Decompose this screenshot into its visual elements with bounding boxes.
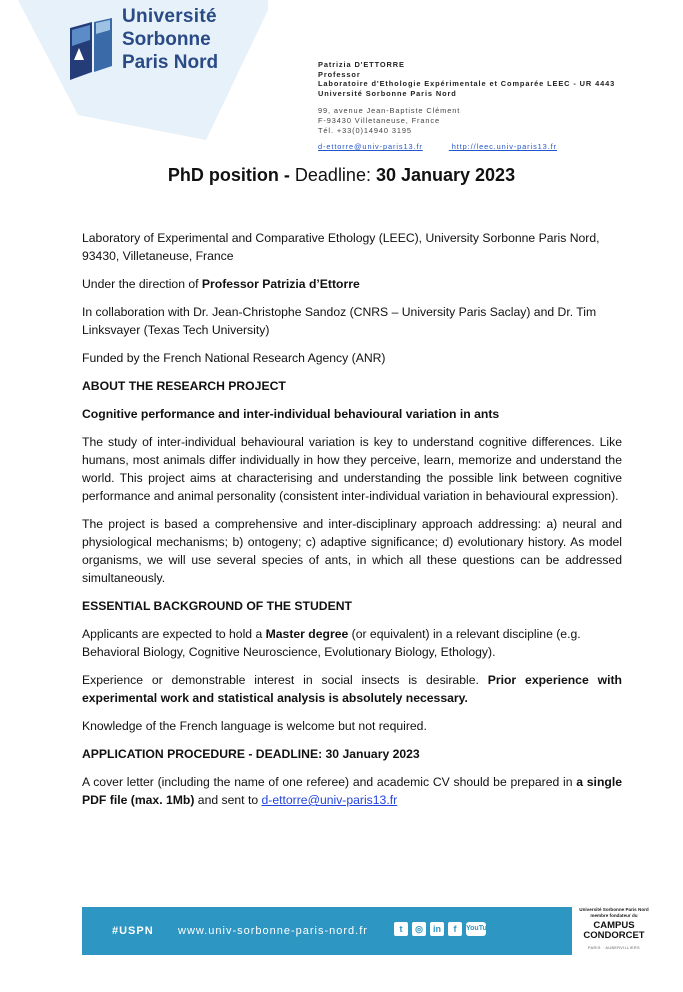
campus-subtitle: PARIS · AUBERVILLIERS: [587, 946, 641, 950]
background-paragraph-1: [82, 625, 622, 661]
application-paragraph: [82, 773, 622, 809]
direction-prefix: Under the direction of: [82, 277, 202, 291]
facebook-icon[interactable]: f: [448, 922, 462, 936]
background-paragraph-3: Knowledge of the French language is welcome but not required.: [82, 719, 427, 733]
contact-university: Université Sorbonne Paris Nord: [318, 88, 457, 98]
app-text-c: and sent to: [194, 793, 262, 807]
title-deadline: 30 January 2023: [375, 165, 516, 185]
contact-name: Patrizia D'ETTORRE: [318, 60, 405, 69]
footer-banner: [82, 907, 649, 955]
direction-paragraph: [82, 275, 622, 293]
bg-p1-text-c: (or equivalent) in a relevant discipline (e.g. Behavioral Biology, Cognitive Neuroscience, Evolutionary Biology, Ethology).: [82, 627, 581, 659]
youtube-icon[interactable]: YouTube: [466, 922, 486, 936]
address-street: 99, avenue Jean-Baptiste Clément: [318, 106, 461, 116]
contact-block: [318, 60, 615, 152]
social-icons: [394, 922, 495, 936]
university-name-line2: Sorbonne: [122, 29, 211, 50]
lab-paragraph: Laboratory of Experimental and Comparative Ethology (LEEC), University Sorbonne Paris Nord, 93430, Villetaneuse, France: [82, 231, 600, 263]
project-paragraph-2: The project is based a comprehensive and inter-disciplinary approach addressing: a) neural and physiological mechanisms; b) ontogeny; c) adaptive significance; d) evolutionary history. As model organisms, we will use several species of ants, in which all these questions can be addressed simultaneously.: [82, 517, 622, 585]
twitter-icon[interactable]: t: [394, 922, 408, 936]
collaboration-paragraph: In collaboration with Dr. Jean-Christophe Sandoz (CNRS – University Paris Saclay) and Dr. Tim Linksvayer (Texas Tech University): [82, 305, 597, 337]
contact-links: [318, 142, 615, 152]
app-file-requirement: a single PDF file (max. 1Mb): [82, 775, 622, 807]
contact-role: Professor: [318, 69, 361, 79]
bg-p1-master-degree: Master degree: [265, 627, 349, 641]
campus-name-line2: CONDORCET: [583, 930, 645, 941]
about-heading: ABOUT THE RESEARCH PROJECT: [82, 379, 286, 393]
contact-address: [318, 106, 615, 135]
campus-name: [578, 921, 650, 941]
campus-name-line1: CAMPUS: [593, 920, 635, 931]
campus-caption: Université Sorbonne Paris Nord membre fondateur du: [579, 907, 649, 918]
university-name-line1: Université: [122, 6, 217, 27]
contact-website-link[interactable]: http://leec.univ-paris13.fr: [451, 142, 557, 152]
app-text-a: A cover letter (including the name of one referee) and academic CV should be prepared in: [82, 775, 577, 789]
funding-paragraph: Funded by the French National Research Agency (ANR): [82, 351, 386, 365]
bg-p2-text-a: Experience or demonstrable interest in social insects is desirable.: [82, 673, 488, 687]
bg-p1-text-a: Applicants are expected to hold a: [82, 627, 266, 641]
background-heading: ESSENTIAL BACKGROUND OF THE STUDENT: [82, 599, 352, 613]
campus-condorcet-logo: [572, 901, 652, 961]
linkedin-icon[interactable]: in: [430, 922, 444, 936]
footer-hashtag: #USPN: [112, 925, 154, 937]
background-paragraph-2: [82, 671, 622, 707]
bg-p2-required: Prior experience with experimental work and statistical analysis is absolutely necessary.: [82, 673, 622, 705]
project-title: Cognitive performance and inter-individual behavioural variation in ants: [82, 407, 500, 421]
page-title: [0, 165, 683, 186]
footer-website[interactable]: www.univ-sorbonne-paris-nord.fr: [178, 925, 368, 937]
university-name-line3: Paris Nord: [122, 52, 219, 73]
application-email-link[interactable]: d-ettorre@univ-paris13.fr: [261, 793, 398, 807]
title-bold-part: PhD position -: [167, 165, 295, 185]
contact-lab: Laboratoire d'Ethologie Expérimentale et Comparée LEEC - UR 4443: [318, 79, 616, 89]
title-regular-part: Deadline:: [294, 165, 376, 185]
document-body: [82, 229, 622, 819]
direction-name: Professor Patrizia d’Ettorre: [201, 277, 360, 291]
application-heading: APPLICATION PROCEDURE - DEADLINE: 30 January 2023: [82, 747, 420, 761]
contact-email-link[interactable]: d-ettorre@univ-paris13.fr: [318, 142, 423, 152]
address-city: F-93430 Villetaneuse, France: [318, 115, 441, 125]
address-phone: Tél. +33(0)14940 3195: [318, 125, 412, 135]
instagram-icon[interactable]: ◎: [412, 922, 426, 936]
university-logo: [0, 0, 280, 150]
project-paragraph-1: The study of inter-individual behavioural variation is key to understand cognitive differences. Like humans, most animals differ individually in how they perceive, learn, memorize and understand the world. This project aims at characterising and understanding the possible link between cognitive performance and animal personality (consistent inter-individual variation in behavioural expression).: [82, 435, 622, 503]
